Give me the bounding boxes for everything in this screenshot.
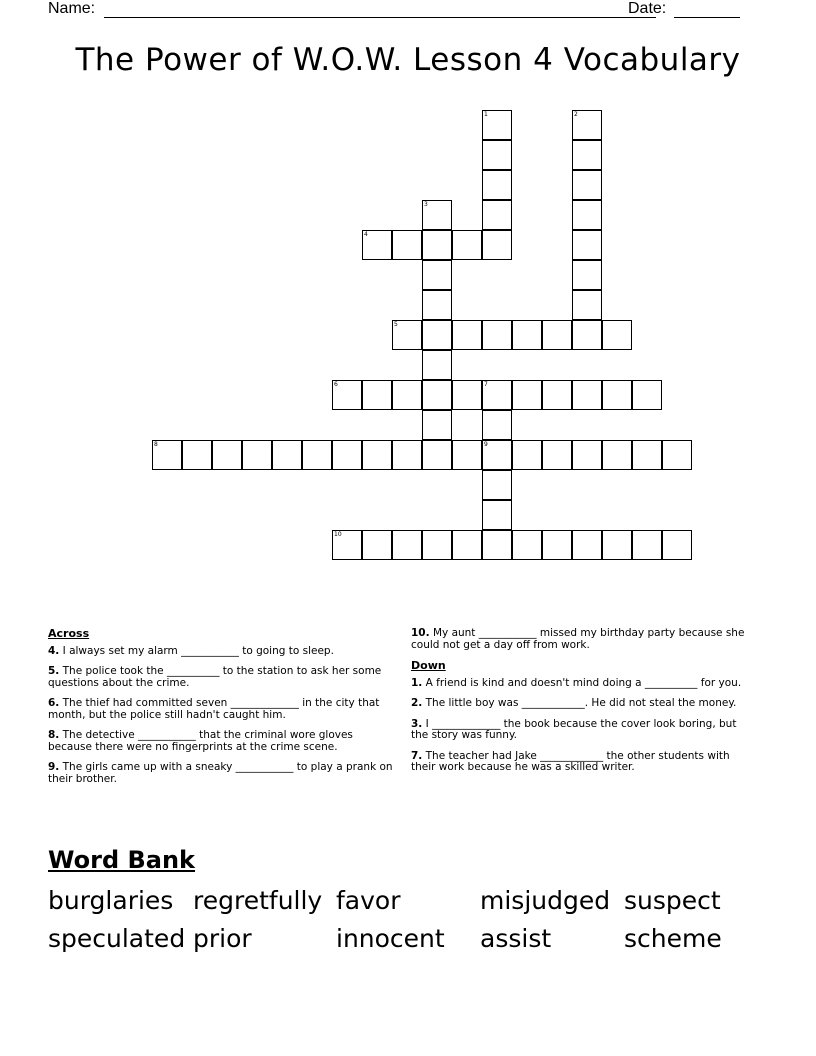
crossword-cell[interactable] <box>572 440 602 470</box>
crossword-cell[interactable] <box>572 530 602 560</box>
clue-text: The police took the __________ to the station to ask her some questions about the crime. <box>48 665 382 689</box>
cell-number: 2 <box>574 111 578 118</box>
crossword-cell[interactable] <box>422 200 452 230</box>
word-bank-item: misjudged <box>480 886 611 915</box>
clue-number: 4. <box>48 644 60 657</box>
clue-text: The thief had committed seven _____________ in the city that month, but the police still hadn't caught him. <box>48 697 380 721</box>
crossword-cell[interactable] <box>392 230 422 260</box>
crossword-cell[interactable] <box>482 170 512 200</box>
crossword-cell[interactable] <box>572 320 602 350</box>
crossword-cell[interactable] <box>152 440 182 470</box>
crossword-cell[interactable] <box>332 440 362 470</box>
clue-down-3 <box>411 719 745 742</box>
crossword-cell[interactable] <box>572 260 602 290</box>
word-bank-item: suspect <box>624 886 721 915</box>
crossword-cell[interactable] <box>482 230 512 260</box>
word-bank-item: favor <box>336 886 401 915</box>
clue-text: The teacher had Jake ____________ the other students with their work because he was a skilled writer. <box>411 749 730 773</box>
clue-text: A friend is kind and doesn't mind doing a __________ for you. <box>425 676 742 689</box>
crossword-cell[interactable] <box>332 380 362 410</box>
clue-down-1 <box>411 678 745 690</box>
crossword-cell[interactable] <box>422 380 452 410</box>
crossword-cell[interactable] <box>662 440 692 470</box>
clue-text: The girls came up with a sneaky ___________ to play a prank on their brother. <box>48 761 393 785</box>
crossword-cell[interactable] <box>482 470 512 500</box>
clue-down-7 <box>411 751 745 774</box>
word-bank-item: regretfully <box>193 886 323 915</box>
crossword-cell[interactable] <box>422 260 452 290</box>
clue-number: 6. <box>48 697 60 709</box>
word-bank-item: speculated <box>48 924 186 953</box>
clue-across-4 <box>48 646 394 658</box>
crossword-cell[interactable] <box>482 110 512 140</box>
crossword-cell[interactable] <box>452 320 482 350</box>
crossword-cell[interactable] <box>422 290 452 320</box>
clue-across-6 <box>48 698 394 721</box>
crossword-cell[interactable] <box>632 380 662 410</box>
word-bank-item: burglaries <box>48 886 174 915</box>
crossword-cell[interactable] <box>452 380 482 410</box>
clue-text: The little boy was ____________. He did not steal the money. <box>425 697 737 709</box>
crossword-cell[interactable] <box>182 440 212 470</box>
crossword-cell[interactable] <box>302 440 332 470</box>
crossword-cell[interactable] <box>572 200 602 230</box>
crossword-cell[interactable] <box>392 530 422 560</box>
crossword-cell[interactable] <box>572 290 602 320</box>
crossword-cell[interactable] <box>422 320 452 350</box>
crossword-cell[interactable] <box>482 500 512 530</box>
page-title: The Power of W.O.W. Lesson 4 Vocabulary <box>75 42 741 78</box>
crossword-cell[interactable] <box>572 140 602 170</box>
crossword-cell[interactable] <box>482 140 512 170</box>
crossword-cell[interactable] <box>332 530 362 560</box>
word-bank-item: innocent <box>336 924 445 953</box>
down-heading: Down <box>411 659 446 672</box>
crossword-cell[interactable] <box>362 440 392 470</box>
clue-number: 8. <box>48 729 60 741</box>
crossword-cell[interactable] <box>602 440 632 470</box>
word-bank-item: scheme <box>624 924 722 953</box>
word-bank-item: assist <box>480 924 552 953</box>
cell-number: 5 <box>394 321 398 328</box>
clue-number: 5. <box>48 665 60 677</box>
crossword-cell[interactable] <box>602 320 632 350</box>
crossword-cell[interactable] <box>662 530 692 560</box>
clue-text: I _____________ the book because the cover look boring, but the story was funny. <box>411 717 737 741</box>
crossword-cell[interactable] <box>482 440 512 470</box>
crossword-cell[interactable] <box>572 230 602 260</box>
crossword-cell[interactable] <box>482 380 512 410</box>
clue-number: 10. <box>411 627 430 639</box>
crossword-cell[interactable] <box>392 440 422 470</box>
crossword-cell[interactable] <box>542 320 572 350</box>
clue-number: 2. <box>411 697 423 709</box>
cell-number: 7 <box>484 381 488 388</box>
crossword-cell[interactable] <box>632 530 662 560</box>
crossword-cell[interactable] <box>572 380 602 410</box>
crossword-cell[interactable] <box>362 380 392 410</box>
clue-number: 7. <box>411 749 423 762</box>
crossword-cell[interactable] <box>602 530 632 560</box>
crossword-cell[interactable] <box>422 410 452 440</box>
name-label: Name: <box>48 0 96 17</box>
down-clues <box>411 628 745 783</box>
crossword-cell[interactable] <box>572 110 602 140</box>
word-bank-item: prior <box>193 924 252 953</box>
word-bank-title: Word Bank <box>48 846 196 874</box>
clue-across-10 <box>411 628 745 651</box>
crossword-cell[interactable] <box>542 440 572 470</box>
clue-across-9 <box>48 762 394 785</box>
crossword-cell[interactable] <box>572 170 602 200</box>
crossword-cell[interactable] <box>212 440 242 470</box>
clue-down-2 <box>411 698 745 710</box>
across-heading: Across <box>48 627 90 640</box>
cell-number: 6 <box>334 381 338 388</box>
cell-number: 1 <box>484 111 488 118</box>
crossword-cell[interactable] <box>512 380 542 410</box>
crossword-cell[interactable] <box>632 440 662 470</box>
crossword-cell[interactable] <box>452 440 482 470</box>
crossword-cell[interactable] <box>482 410 512 440</box>
crossword-cell[interactable] <box>452 230 482 260</box>
crossword-cell[interactable] <box>452 530 482 560</box>
crossword-cell[interactable] <box>512 440 542 470</box>
crossword-cell[interactable] <box>482 320 512 350</box>
crossword-cell[interactable] <box>542 380 572 410</box>
crossword-cell[interactable] <box>542 530 572 560</box>
crossword-cell[interactable] <box>422 350 452 380</box>
cell-number: 4 <box>364 231 368 238</box>
crossword-cell[interactable] <box>362 230 392 260</box>
clue-text: The detective ___________ that the criminal wore gloves because there were no fingerprints at the crime scene. <box>48 729 353 753</box>
clue-number: 9. <box>48 761 60 773</box>
crossword-cell[interactable] <box>512 320 542 350</box>
crossword-cell[interactable] <box>422 230 452 260</box>
crossword-cell[interactable] <box>602 380 632 410</box>
crossword-cell[interactable] <box>482 200 512 230</box>
crossword-cell[interactable] <box>362 530 392 560</box>
cell-number: 9 <box>484 441 488 448</box>
clue-text: I always set my alarm ___________ to going to sleep. <box>62 644 334 657</box>
date-label: Date: <box>628 0 667 17</box>
clue-number: 1. <box>411 676 423 689</box>
crossword-cell[interactable] <box>392 380 422 410</box>
clue-number: 3. <box>411 717 423 730</box>
crossword-cell[interactable] <box>482 530 512 560</box>
cell-number: 10 <box>334 531 342 538</box>
crossword-cell[interactable] <box>422 530 452 560</box>
crossword-cell[interactable] <box>392 320 422 350</box>
cell-number: 3 <box>424 201 428 208</box>
clue-across-5 <box>48 666 394 689</box>
crossword-cell[interactable] <box>512 530 542 560</box>
crossword-cell[interactable] <box>272 440 302 470</box>
clue-text: My aunt ___________ missed my birthday party because she could not get a day off from work. <box>411 627 745 651</box>
clue-across-8 <box>48 730 394 753</box>
crossword-cell[interactable] <box>422 440 452 470</box>
across-clues <box>48 628 394 794</box>
cell-number: 8 <box>154 441 158 448</box>
crossword-cell[interactable] <box>242 440 272 470</box>
